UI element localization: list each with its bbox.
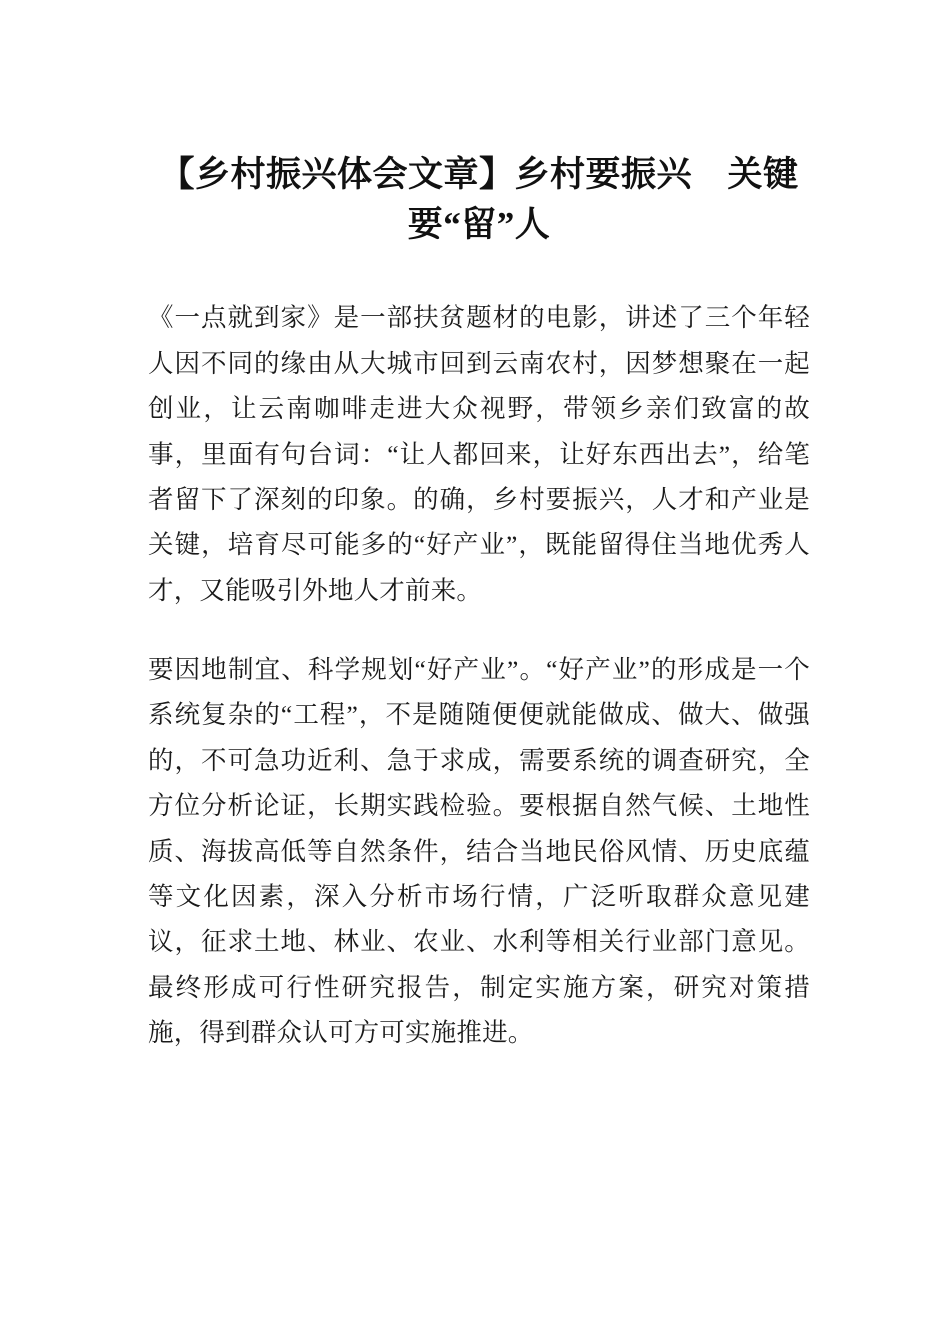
document-body: [148, 295, 810, 1055]
paragraph: 要因地制宜、科学规划“好产业”。“好产业”的形成是一个系统复杂的“工程”，不是随随便便就能做成、做大、做强的，不可急功近利、急于求成，需要系统的调查研究，全方位分析论证，长期实践检验。要根据自然气候、土地性质、海拔高低等自然条件，结合当地民俗风情、历史底蕴等文化因素，深入分析市场行情，广泛听取群众意见建议，征求土地、林业、农业、水利等相关行业部门意见。最终形成可行性研究报告，制定实施方案，研究对策措施，得到群众认可方可实施推进。: [148, 655, 810, 1047]
page-title: 【乡村振兴体会文章】乡村要振兴 关键要“留”人: [159, 155, 799, 244]
paragraph: 《一点就到家》是一部扶贫题材的电影，讲述了三个年轻人因不同的缘由从大城市回到云南农村，因梦想聚在一起创业，让云南咖啡走进大众视野，带领乡亲们致富的故事，里面有句台词：“让人都回来，让好东西出去”，给笔者留下了深刻的印象。的确，乡村要振兴，人才和产业是关键，培育尽可能多的“好产业”，既能留得住当地优秀人才，又能吸引外地人才前来。: [148, 303, 810, 605]
